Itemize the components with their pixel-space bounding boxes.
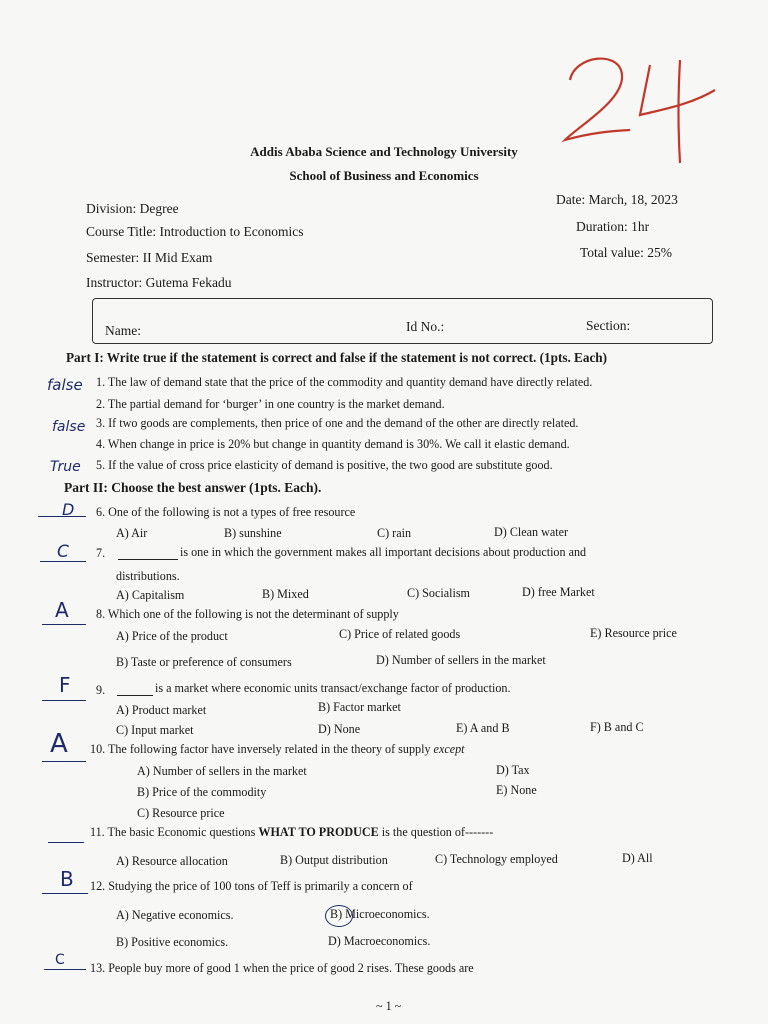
q8-stem: 8. Which one of the following is not the determinant of supply	[96, 607, 399, 621]
q9-option-f: F) B and C	[590, 720, 644, 734]
part1-item-4: 4. When change in price is 20% but change in quantity demand is 30%. We call it elastic demand.	[96, 437, 570, 451]
q11-option-a: A) Resource allocation	[116, 854, 228, 868]
q6-option-a: A) Air	[116, 526, 148, 540]
q7-option-c: C) Socialism	[407, 586, 470, 600]
q9-option-e: E) A and B	[456, 721, 510, 735]
section-label: Section:	[586, 318, 631, 333]
q7-option-b: B) Mixed	[262, 587, 309, 601]
q12-stem: 12. Studying the price of 100 tons of Teff is primarily a concern of	[90, 879, 413, 893]
answer-q6: D	[62, 500, 75, 519]
answer-line-q13	[44, 969, 86, 970]
answer-q12: B	[60, 867, 74, 891]
university-title: Addis Ababa Science and Technology University	[250, 144, 518, 159]
q11-stem-text: 11. The basic Economic questions	[90, 825, 256, 839]
q11-stem	[90, 825, 493, 840]
page-number: ~ 1 ~	[376, 999, 402, 1013]
q6-stem: 6. One of the following is not a types of free resource	[96, 505, 356, 519]
score-text	[0, 0, 1, 1]
q9-option-c: C) Input market	[116, 723, 194, 737]
part1-item-2: 2. The partial demand for ‘burger’ in one country is the market demand.	[96, 397, 445, 411]
q12-option-a: A) Negative economics.	[116, 908, 234, 922]
q8-option-e: E) Resource price	[590, 626, 677, 640]
q9-option-a: A) Product market	[116, 703, 207, 717]
answer-line-q12	[42, 893, 88, 894]
part1-item-3: 3. If two goods are complements, then price of one and the demand of the other are directly related.	[96, 416, 579, 430]
answer-q10: A	[50, 729, 68, 759]
q9-number: 9.	[96, 683, 106, 697]
q6-option-b: B) sunshine	[224, 526, 282, 540]
answer-line-q9	[42, 700, 86, 701]
q10-stem-text: 10. The following factor have inversely related in the theory of supply	[90, 742, 431, 756]
q11-tail: is the question of-------	[381, 825, 494, 839]
q10-except: except	[433, 742, 465, 756]
q12-option-b-positive: B) Positive economics.	[116, 935, 229, 949]
answer-q5: True	[50, 459, 81, 475]
q12-option-d: D) Macroeconomics.	[328, 934, 431, 948]
answer-q9: F	[59, 673, 71, 697]
part1-item-5: 5. If the value of cross price elasticity of demand is positive, the two good are substitute good.	[96, 458, 553, 472]
answer-line-q6	[38, 516, 86, 517]
answer-q13: C	[55, 952, 65, 968]
part2-title: Part II: Choose the best answer (1pts. Each).	[64, 480, 322, 495]
q10-option-d: D) Tax	[496, 763, 530, 777]
answer-line-q10	[42, 761, 86, 762]
q13-stem: 13. People buy more of good 1 when the price of good 2 rises. These goods are	[90, 961, 474, 975]
id-label: Id No.:	[406, 319, 445, 334]
q12-option-b: B) Microeconomics.	[330, 907, 430, 921]
q10-option-e: E) None	[496, 783, 537, 797]
q10-option-c: C) Resource price	[137, 806, 225, 820]
name-label: Name:	[105, 323, 141, 338]
part1-item-1: 1. The law of demand state that the price of the commodity and quantity demand have directly related.	[96, 375, 593, 389]
q11-bold: WHAT TO PRODUCE	[258, 825, 379, 839]
answer-q3: false	[52, 419, 86, 435]
q10-option-a: A) Number of sellers in the market	[137, 764, 307, 778]
q7-option-d: D) free Market	[522, 585, 595, 599]
division: Division: Degree	[86, 201, 179, 216]
q7-stem: is one in which the government makes all important decisions about production and	[180, 545, 587, 559]
answer-line-q7	[40, 561, 86, 562]
semester: Semester: II Mid Exam	[86, 250, 213, 265]
q6-option-d: D) Clean water	[494, 525, 569, 539]
instructor: Instructor: Gutema Fekadu	[86, 275, 232, 290]
answer-line-q8	[42, 624, 86, 625]
exam-total: Total value: 25%	[580, 245, 673, 260]
answer-q1: false	[47, 376, 83, 394]
answer-q7: C	[57, 542, 69, 562]
q7-option-a: A) Capitalism	[116, 588, 185, 602]
q8-option-c: C) Price of related goods	[339, 627, 461, 641]
q8-option-b: B) Taste or preference of consumers	[116, 655, 292, 669]
q9-option-d: D) None	[318, 722, 361, 736]
q10-option-b: B) Price of the commodity	[137, 785, 267, 799]
q7-stem-cont: distributions.	[116, 569, 180, 583]
q8-option-a: A) Price of the product	[116, 629, 228, 643]
q9-option-b: B) Factor market	[318, 700, 401, 714]
course-title: Course Title: Introduction to Economics	[86, 224, 304, 239]
q11-option-d: D) All	[622, 851, 653, 865]
answer-q8: A	[55, 598, 69, 622]
q11-option-b: B) Output distribution	[280, 853, 388, 867]
student-info-box	[92, 298, 713, 344]
q9-blank	[117, 683, 153, 696]
exam-duration: Duration: 1hr	[576, 219, 650, 234]
q9-stem: is a market where economic units transact/exchange factor of production.	[155, 681, 511, 695]
school-title: School of Business and Economics	[289, 168, 479, 183]
q10-stem	[90, 742, 465, 757]
q8-option-d: D) Number of sellers in the market	[376, 653, 546, 667]
q7-blank	[118, 547, 178, 560]
exam-date: Date: March, 18, 2023	[556, 192, 678, 207]
q7-number: 7.	[96, 546, 106, 560]
q11-option-c: C) Technology employed	[435, 852, 558, 866]
answer-line-q11	[48, 842, 84, 843]
part1-title: Part I: Write true if the statement is correct and false if the statement is not correct. (1pts. Each)	[66, 350, 608, 365]
q6-option-c: C) rain	[377, 526, 412, 540]
